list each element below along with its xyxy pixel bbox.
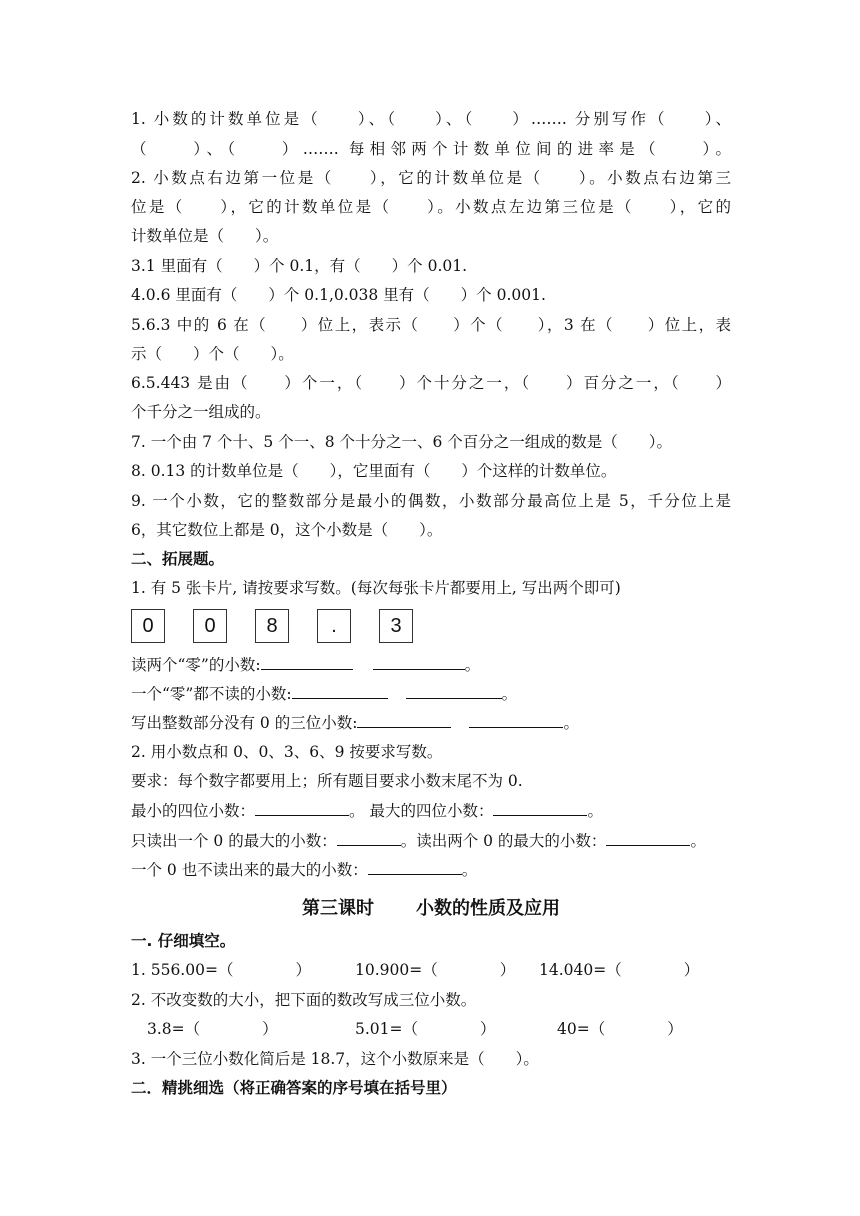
answer-row-four-decimal xyxy=(131,800,731,821)
question-8: 8. 0.13 的计数单位是（ ），它里面有（ ）个这样的计数单位。 xyxy=(131,462,617,480)
fill-item: 1. 556.00=（ ） xyxy=(131,961,311,979)
fill-item: 40=（ ） xyxy=(557,1020,683,1038)
question-4: 4.0.6 里面有（ ）个 0.1,0.038 里有（ ）个 0.001. xyxy=(131,286,546,304)
answer-row-no-zero-read xyxy=(131,683,731,704)
answer-blank[interactable] xyxy=(292,683,388,699)
question-5-line-1: 5.6.3 中的 6 在（ ）位上，表示（ ）个（ ），3 在（ ）位上，表 xyxy=(131,316,731,334)
answer-blank[interactable] xyxy=(337,830,401,846)
answer-label: 写出整数部分没有 0 的三位小数: xyxy=(131,714,358,732)
answer-row-two-zeros xyxy=(131,654,731,675)
answer-row-three-decimal xyxy=(131,712,731,733)
answer-blank[interactable] xyxy=(368,859,462,875)
period: 。 xyxy=(587,802,603,820)
answer-blank[interactable] xyxy=(606,830,690,846)
lesson-title xyxy=(131,894,731,920)
answer-blank[interactable] xyxy=(357,712,451,728)
number-card: 3 xyxy=(379,609,413,643)
number-card: 8 xyxy=(255,609,289,643)
answer-label: 最小的四位小数： xyxy=(131,802,256,820)
answer-label: 只读出一个 0 的最大的小数： xyxy=(131,832,337,850)
fill-item: 14.040=（ ） xyxy=(539,961,700,979)
number-card: . xyxy=(317,609,351,643)
answer-blank[interactable] xyxy=(261,654,353,670)
question-3-simplify: 3. 一个三位小数化简后是 18.7，这个小数原来是（ ）。 xyxy=(131,1050,539,1068)
fill-item: 3.8=（ ） xyxy=(147,1020,278,1038)
rewrite-instruction: 2. 不改变数的大小，把下面的数改写成三位小数。 xyxy=(131,991,477,1009)
lesson-topic: 小数的性质及应用 xyxy=(416,898,560,919)
fill-item: 10.900=（ ） xyxy=(355,961,516,979)
answer-label: 一个 0 也不读出来的最大的小数： xyxy=(131,861,368,879)
question-7: 7. 一个由 7 个十、5 个一、8 个十分之一、6 个百分之一组成的数是（ ）。 xyxy=(131,433,673,451)
period: 。 xyxy=(501,685,518,703)
question-5-line-2: 示（ ）个（ ）。 xyxy=(131,345,294,363)
period: 。 xyxy=(690,832,706,850)
question-1-line-2: （ ）、（ ）……. 每相邻两个计数单位间的进率是（ ）。 xyxy=(131,140,731,158)
question-2-line-2: 位是（ ），它的计数单位是（ ）。小数点左边第三位是（ ），它的 xyxy=(131,198,731,216)
lesson-number: 第三课时 xyxy=(302,898,374,919)
answer-blank[interactable] xyxy=(373,654,465,670)
number-card: 0 xyxy=(193,609,227,643)
period: 。 xyxy=(461,861,478,879)
answer-row-no-zero-largest xyxy=(131,859,731,880)
question-6-line-2: 个千分之一组成的。 xyxy=(131,403,271,421)
requirement: 要求：每个数字都要用上；所有题目要求小数末尾不为 0. xyxy=(131,772,523,790)
answer-blank[interactable] xyxy=(469,712,563,728)
answer-blank[interactable] xyxy=(493,800,587,816)
question-6-line-1: 6.5.443 是由（ ）个一，（ ）个十分之一，（ ）百分之一，（ ） xyxy=(131,374,731,392)
answer-label: 读两个“零”的小数: xyxy=(131,656,261,674)
section-1-heading: 一. 仔细填空。 xyxy=(131,932,236,950)
section-2-heading: 二、拓展题。 xyxy=(131,550,225,568)
question-3: 3.1 里面有（ ）个 0.1，有（ ）个 0.01. xyxy=(131,257,468,275)
question-9-line-2: 6，其它数位上都是 0，这个小数是（ ）。 xyxy=(131,521,443,539)
period: 。 xyxy=(464,656,481,674)
answer-label: 一个“零”都不读的小数: xyxy=(131,685,292,703)
number-card: 0 xyxy=(131,609,165,643)
question-2-line-1: 2. 小数点右边第一位是（ ），它的计数单位是（ ）。小数点右边第三 xyxy=(131,169,731,187)
section-2-choice-heading: 二．精挑细选（将正确答案的序号填在括号里） xyxy=(131,1079,457,1097)
question-2-line-3: 计数单位是（ ）。 xyxy=(131,227,279,245)
extension-question-2: 2. 用小数点和 0、0、3、6、9 按要求写数。 xyxy=(131,743,443,761)
answer-row-read-zeros xyxy=(131,830,731,851)
answer-label: 。读出两个 0 的最大的小数： xyxy=(400,832,607,850)
fill-item: 5.01=（ ） xyxy=(355,1020,496,1038)
answer-blank[interactable] xyxy=(255,800,349,816)
answer-blank[interactable] xyxy=(406,683,502,699)
question-1-line-1: 1. 小数的计数单位是（ ）、（ ）、（ ）……. 分别写作（ ）、 xyxy=(131,110,731,128)
extension-question-1: 1. 有 5 张卡片, 请按要求写数。(每次每张卡片都要用上, 写出两个即可) xyxy=(131,579,621,597)
question-9-line-1: 9. 一个小数，它的整数部分是最小的偶数，小数部分最高位上是 5，千分位上是 xyxy=(131,492,731,510)
answer-label: 。 最大的四位小数： xyxy=(349,802,494,820)
period: 。 xyxy=(563,714,579,732)
